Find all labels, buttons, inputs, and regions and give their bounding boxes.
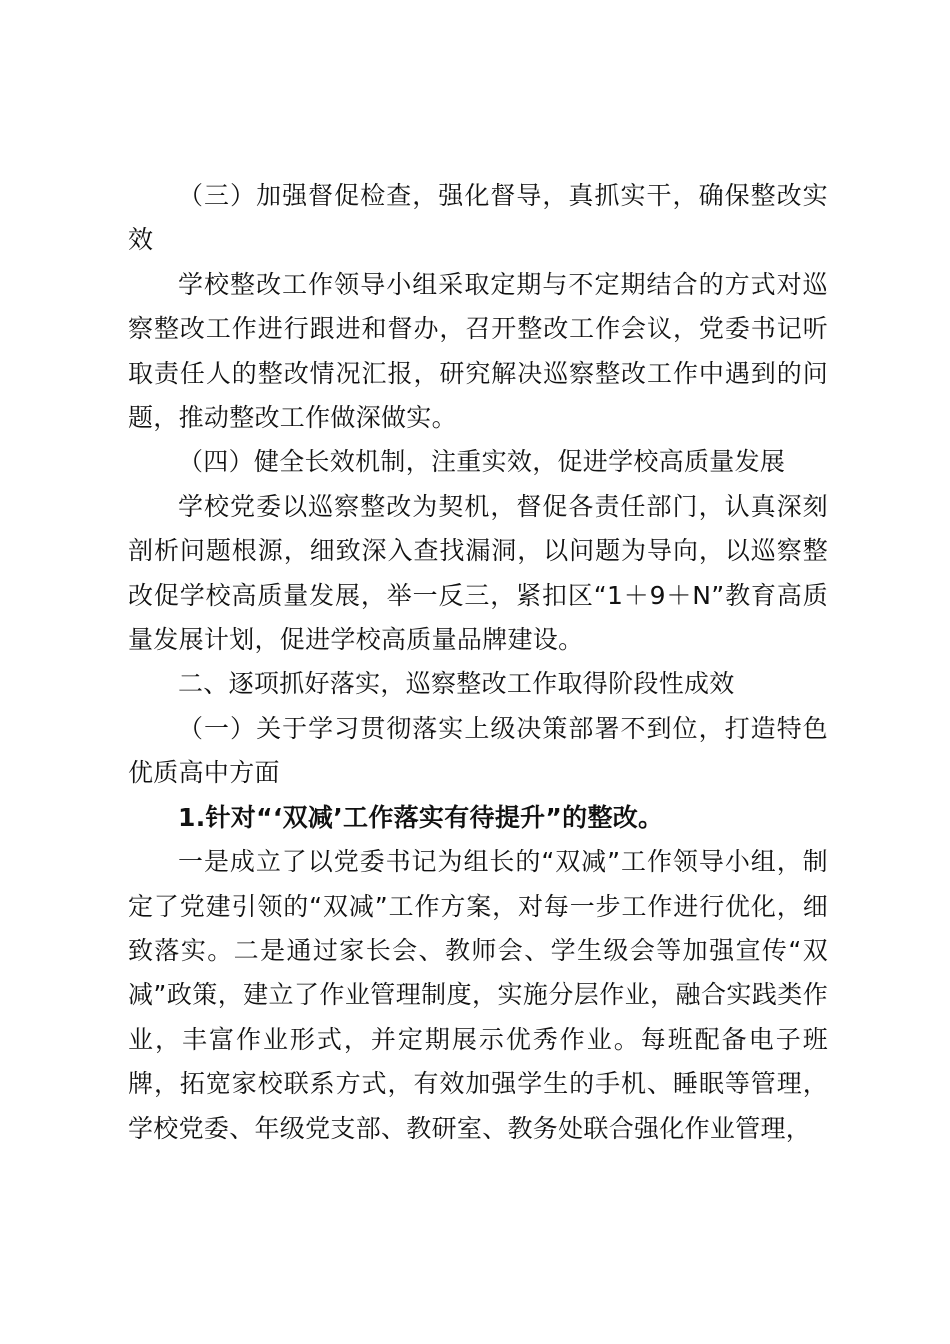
body-paragraph: 一是成立了以党委书记为组长的“双减”工作领导小组，制定了党建引领的“双减”工作方案，对每一步工作进行优化，细致落实。二是通过家长会、教师会、学生级会等加强宣传“双减”政策，建立了作业管理制度，实施分层作业，融合实践类作业，丰富作业形式，并定期展示优秀作业。每班配备电子班牌，拓宽家校联系方式，有效加强学生的手机、睡眠等管理，学校党委、年级党支部、教研室、教务处联合强化作业管理， — [128, 847, 828, 1143]
body-paragraph: 学校整改工作领导小组采取定期与不定期结合的方式对巡察整改工作进行跟进和督办，召开整改工作会议，党委书记听取责任人的整改情况汇报，研究解决巡察整改工作中遇到的问题，推动整改工作做深做实。 — [128, 269, 828, 433]
section-heading-3: （三）加强督促检查，强化督导，真抓实干，确保整改实效 — [128, 181, 828, 255]
chapter-heading-2: 二、逐项抓好落实，巡察整改工作取得阶段性成效 — [178, 669, 735, 699]
section-heading-4: （四）健全长效机制，注重实效，促进学校高质量发展 — [178, 447, 786, 477]
body-paragraph: 学校党委以巡察整改为契机，督促各责任部门，认真深刻剖析问题根源，细致深入查找漏洞，以问题为导向，以巡察整改促学校高质量发展，举一反三，紧扣区“1＋9＋N”教育高质量发展计划，促进学校高质量品牌建设。 — [128, 491, 828, 655]
document-body — [128, 174, 828, 1151]
section-heading-1: （一）关于学习贯彻落实上级决策部署不到位，打造特色优质高中方面 — [128, 713, 828, 788]
item-heading-1: 1.针对“‘双减’工作落实有待提升”的整改。 — [178, 802, 664, 832]
